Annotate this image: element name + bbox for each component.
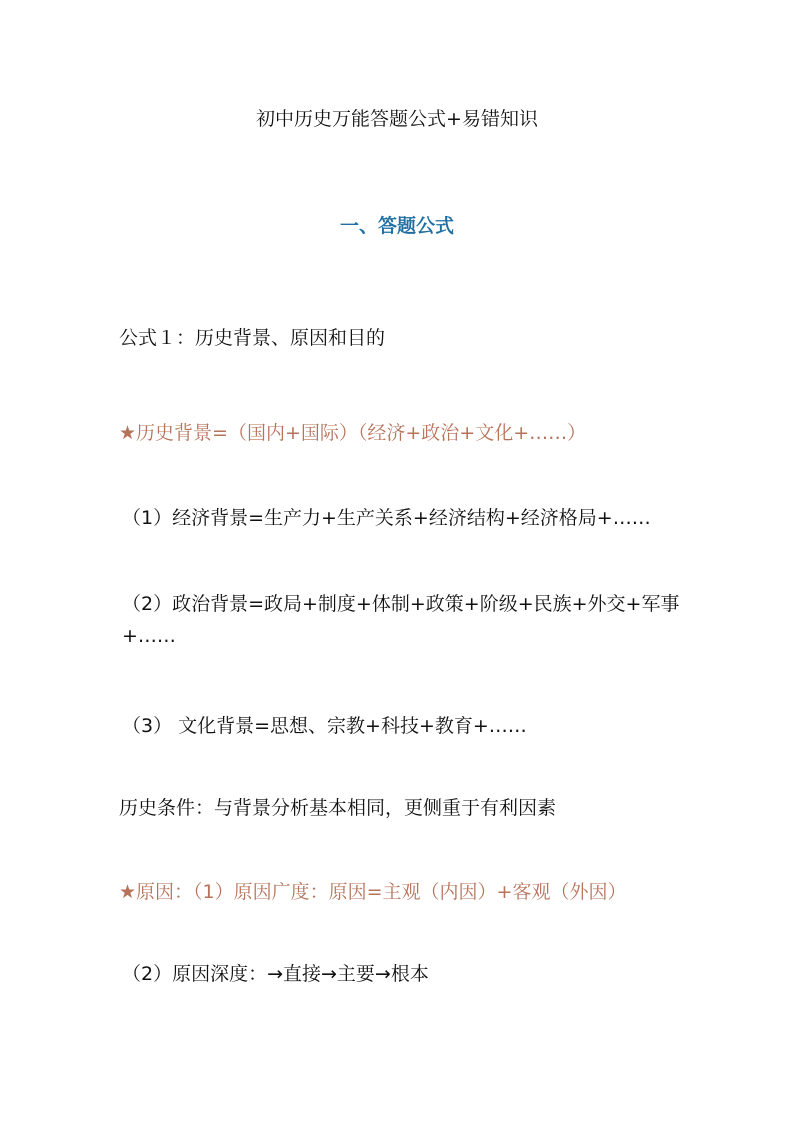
formula-1-heading: 公式１：历史背景、原因和目的: [119, 327, 386, 349]
historical-background-definition: ★历史背景=（国内+国际）（经济+政治+文化+……）: [119, 422, 587, 444]
historical-conditions-line: 历史条件：与背景分析基本相同，更侧重于有利因素: [119, 797, 557, 819]
cultural-background-item: （3） 文化背景=思想、宗教+科技+教育+……: [122, 715, 527, 737]
economic-background-item: （1）经济背景=生产力+生产关系+经济结构+经济格局+……: [122, 507, 651, 529]
section-heading-answer-formulas: 一、答题公式: [339, 215, 454, 237]
causes-depth-line: （2）原因深度：→直接→主要→根本: [122, 963, 429, 985]
document-title: 初中历史万能答题公式+易错知识: [256, 108, 538, 130]
political-background-item: （2）政治背景=政局+制度+体制+政策+阶级+民族+外交+军事+……: [122, 593, 680, 647]
causes-breadth-line: ★原因：（1）原因广度：原因=主观（内因）+客观（外因）: [119, 881, 627, 903]
